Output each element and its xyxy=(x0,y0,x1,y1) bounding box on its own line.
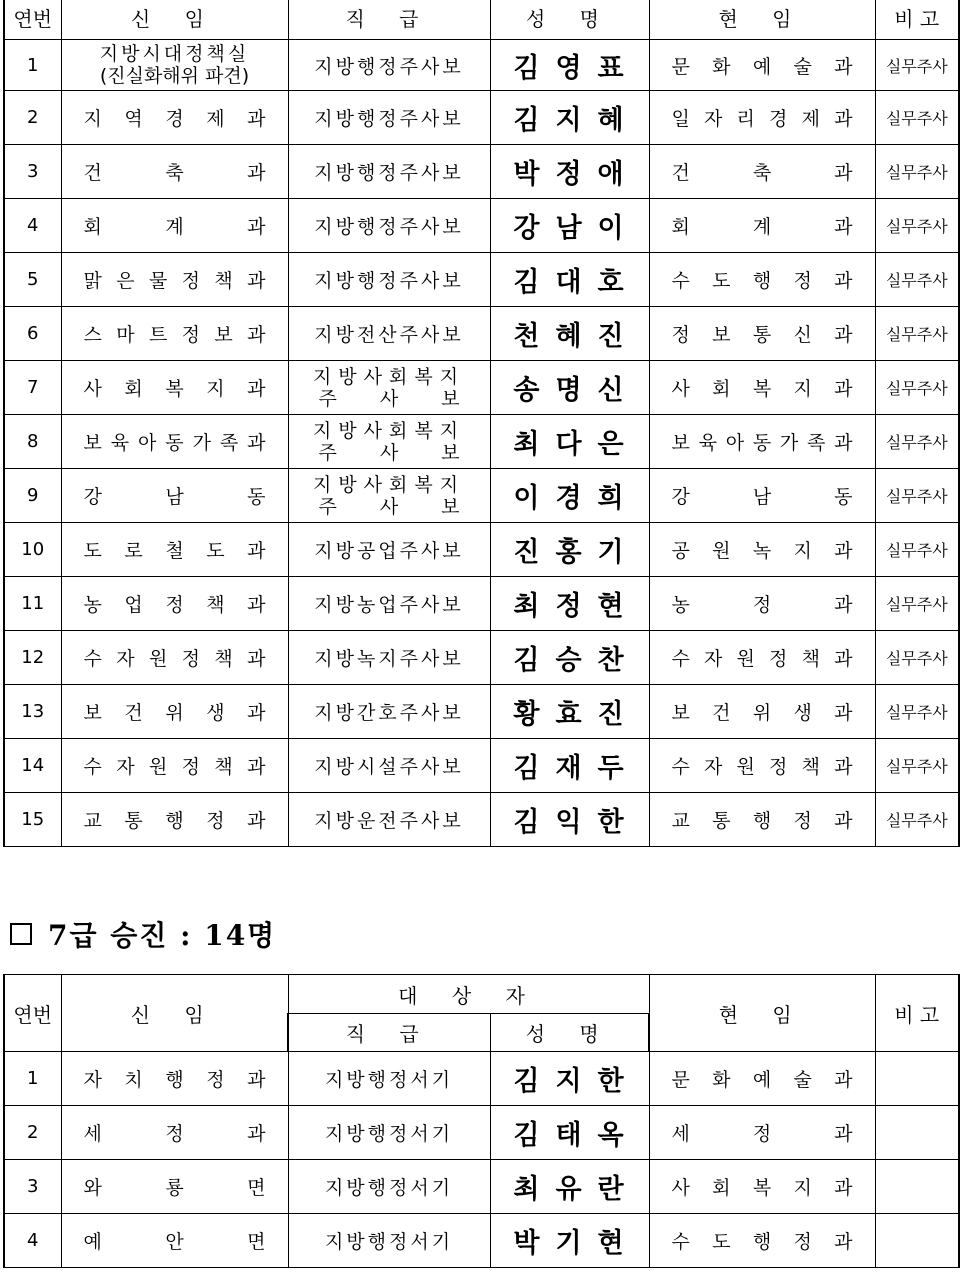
person-name: 김대호 xyxy=(490,253,649,307)
person-name: 김태옥 xyxy=(490,1106,649,1160)
new-post: 스 마 트 정 보 과 xyxy=(83,324,266,346)
table-row xyxy=(4,1160,959,1214)
new-post-cell xyxy=(61,91,288,145)
row-number: 11 xyxy=(4,577,61,631)
rank-cell: 지방공업주사보 xyxy=(288,523,490,577)
rank-cell: 지방시설주사보 xyxy=(288,739,490,793)
new-post-cell xyxy=(61,631,288,685)
current-post-cell xyxy=(649,91,875,145)
new-post: 수 자 원 정 책 과 xyxy=(83,648,266,670)
table-header-row xyxy=(4,975,959,1014)
header-rank: 직 급 xyxy=(288,0,490,40)
current-post: 정 보 통 신 과 xyxy=(671,324,853,346)
current-post: 문 화 예 술 과 xyxy=(671,55,853,78)
row-number: 5 xyxy=(4,253,61,307)
table-header-row xyxy=(4,0,959,40)
rank-cell xyxy=(288,469,490,523)
table-row xyxy=(4,415,959,469)
new-post-cell xyxy=(61,307,288,361)
current-post: 건 축 과 xyxy=(671,162,853,184)
remark: 실무주사 xyxy=(875,145,959,199)
rank-cell: 지방행정주사보 xyxy=(288,91,490,145)
rank-cell: 지방행정주사보 xyxy=(288,145,490,199)
rank-cell: 지방농업주사보 xyxy=(288,577,490,631)
new-post-cell xyxy=(61,1106,288,1160)
header-name: 성 명 xyxy=(490,0,649,40)
remark: 실무주사 xyxy=(875,361,959,415)
new-post-cell xyxy=(61,1052,288,1106)
person-name: 최다은 xyxy=(490,415,649,469)
new-post: 지 역 경 제 과 xyxy=(83,108,266,130)
current-post: 수 도 행 정 과 xyxy=(671,270,853,292)
new-post: 사 회 복 지 과 xyxy=(83,378,266,400)
new-post: 보 건 위 생 과 xyxy=(83,702,266,724)
table-row xyxy=(4,1106,959,1160)
row-number: 3 xyxy=(4,1160,61,1214)
table-row xyxy=(4,91,959,145)
section-title-text: 7급 승진 : 14명 xyxy=(48,919,277,952)
header-no: 연번 xyxy=(4,0,61,40)
remark: 실무주사 xyxy=(875,469,959,523)
remark: 실무주사 xyxy=(875,793,959,847)
new-post: 세 정 과 xyxy=(83,1123,266,1145)
current-post: 공 원 녹 지 과 xyxy=(671,540,853,562)
person-name: 김지혜 xyxy=(490,91,649,145)
current-post: 수 도 행 정 과 xyxy=(671,1231,853,1253)
table-row xyxy=(4,1214,959,1268)
row-number: 9 xyxy=(4,469,61,523)
person-name: 황효진 xyxy=(490,685,649,739)
person-name: 김지한 xyxy=(490,1052,649,1106)
new-post: 자 치 행 정 과 xyxy=(83,1069,266,1091)
new-post: 맑 은 물 정 책 과 xyxy=(83,270,266,292)
remark: 실무주사 xyxy=(875,253,959,307)
table-row xyxy=(4,469,959,523)
current-post: 농 정 과 xyxy=(671,594,853,616)
table-row xyxy=(4,1052,959,1106)
person-name: 박정애 xyxy=(490,145,649,199)
table-row xyxy=(4,631,959,685)
current-post-cell xyxy=(649,199,875,253)
current-post: 문 화 예 술 과 xyxy=(671,1069,853,1091)
current-post-cell xyxy=(649,1106,875,1160)
remark: 실무주사 xyxy=(875,415,959,469)
current-post-cell xyxy=(649,685,875,739)
remark xyxy=(875,1052,959,1106)
new-post-cell xyxy=(61,577,288,631)
rank-line2: 주 사 보 xyxy=(318,495,460,518)
row-number: 13 xyxy=(4,685,61,739)
current-post-cell xyxy=(649,253,875,307)
promotion-table-7th-grade xyxy=(3,974,960,1268)
person-name: 김재두 xyxy=(490,739,649,793)
row-number: 12 xyxy=(4,631,61,685)
new-post-cell xyxy=(61,145,288,199)
rank-cell xyxy=(288,415,490,469)
header-remark: 비 고 xyxy=(875,0,959,40)
table-row xyxy=(4,361,959,415)
current-post-cell xyxy=(649,631,875,685)
person-name: 김익한 xyxy=(490,793,649,847)
person-name: 천혜진 xyxy=(490,307,649,361)
current-post: 세 정 과 xyxy=(671,1123,853,1145)
current-post: 수 자 원 정 책 과 xyxy=(671,756,853,778)
rank-cell: 지방행정서기 xyxy=(288,1214,490,1268)
new-post-cell xyxy=(61,40,288,91)
person-name: 강남이 xyxy=(490,199,649,253)
new-post-cell xyxy=(61,685,288,739)
header-current-post: 현 임 xyxy=(649,0,875,40)
person-name: 송명신 xyxy=(490,361,649,415)
rank-cell: 지방간호주사보 xyxy=(288,685,490,739)
person-name: 이경희 xyxy=(490,469,649,523)
section-title xyxy=(10,914,276,954)
current-post-cell xyxy=(649,523,875,577)
current-post-cell xyxy=(649,145,875,199)
remark: 실무주사 xyxy=(875,307,959,361)
remark: 실무주사 xyxy=(875,199,959,253)
new-post-cell xyxy=(61,253,288,307)
current-post: 수 자 원 정 책 과 xyxy=(671,648,853,670)
row-number: 3 xyxy=(4,145,61,199)
person-name: 박기현 xyxy=(490,1214,649,1268)
row-number: 4 xyxy=(4,1214,61,1268)
rank-line2: 주 사 보 xyxy=(318,441,460,464)
current-post: 보 건 위 생 과 xyxy=(671,702,853,724)
remark: 실무주사 xyxy=(875,685,959,739)
person-name: 김승찬 xyxy=(490,631,649,685)
header-no: 연번 xyxy=(4,975,61,1052)
checkbox-square-icon xyxy=(10,923,32,945)
rank-cell: 지방전산주사보 xyxy=(288,307,490,361)
remark: 실무주사 xyxy=(875,739,959,793)
row-number: 7 xyxy=(4,361,61,415)
header-current-post: 현 임 xyxy=(649,975,875,1052)
current-post-cell xyxy=(649,739,875,793)
person-name: 진홍기 xyxy=(490,523,649,577)
table-row xyxy=(4,253,959,307)
person-name: 최유란 xyxy=(490,1160,649,1214)
rank-cell: 지방행정주사보 xyxy=(288,199,490,253)
new-post: 교 통 행 정 과 xyxy=(83,810,266,832)
header-remark: 비 고 xyxy=(875,975,959,1052)
current-post-cell xyxy=(649,793,875,847)
rank-cell: 지방행정서기 xyxy=(288,1052,490,1106)
rank-line2: 주 사 보 xyxy=(318,387,460,410)
current-post: 일 자 리 경 제 과 xyxy=(671,108,853,130)
table-row xyxy=(4,145,959,199)
row-number: 4 xyxy=(4,199,61,253)
header-rank: 직 급 xyxy=(288,1014,490,1052)
row-number: 2 xyxy=(4,91,61,145)
current-post-cell xyxy=(649,1052,875,1106)
new-post-cell xyxy=(61,793,288,847)
current-post: 강 남 동 xyxy=(671,486,853,508)
new-post-cell xyxy=(61,739,288,793)
table-row xyxy=(4,199,959,253)
new-post-cell xyxy=(61,469,288,523)
current-post-cell xyxy=(649,40,875,91)
rank-cell: 지방행정주사보 xyxy=(288,40,490,91)
new-post-note: (진실화해위 파견) xyxy=(99,65,250,87)
new-post: 와 룡 면 xyxy=(83,1177,266,1199)
promotion-table-6th-grade xyxy=(3,0,960,847)
new-post: 건 축 과 xyxy=(83,162,266,184)
new-post-cell xyxy=(61,361,288,415)
rank-cell: 지방운전주사보 xyxy=(288,793,490,847)
table-row xyxy=(4,523,959,577)
header-name: 성 명 xyxy=(490,1014,649,1052)
rank-cell: 지방행정주사보 xyxy=(288,253,490,307)
table-row xyxy=(4,577,959,631)
new-post: 강 남 동 xyxy=(83,486,266,508)
new-post: 지방시대정책실 xyxy=(99,43,250,65)
new-post-cell xyxy=(61,199,288,253)
header-target: 대 상 자 xyxy=(288,975,649,1014)
current-post: 교 통 행 정 과 xyxy=(671,810,853,832)
current-post-cell xyxy=(649,307,875,361)
row-number: 2 xyxy=(4,1106,61,1160)
row-number: 15 xyxy=(4,793,61,847)
row-number: 10 xyxy=(4,523,61,577)
row-number: 1 xyxy=(4,1052,61,1106)
rank: 지방사회복지 xyxy=(312,365,466,388)
new-post-cell xyxy=(61,523,288,577)
remark: 실무주사 xyxy=(875,523,959,577)
current-post-cell xyxy=(649,469,875,523)
header-new-post: 신 임 xyxy=(61,0,288,40)
current-post: 사 회 복 지 과 xyxy=(671,1177,853,1199)
table-row xyxy=(4,793,959,847)
rank-cell: 지방녹지주사보 xyxy=(288,631,490,685)
table-row xyxy=(4,685,959,739)
rank: 지방사회복지 xyxy=(312,419,466,442)
remark xyxy=(875,1106,959,1160)
new-post: 수 자 원 정 책 과 xyxy=(83,756,266,778)
new-post: 농 업 정 책 과 xyxy=(83,594,266,616)
rank-cell: 지방행정서기 xyxy=(288,1160,490,1214)
remark: 실무주사 xyxy=(875,40,959,91)
current-post: 보 육 아 동 가 족 과 xyxy=(671,432,853,454)
row-number: 6 xyxy=(4,307,61,361)
new-post: 예 안 면 xyxy=(83,1231,266,1253)
current-post-cell xyxy=(649,1160,875,1214)
remark xyxy=(875,1160,959,1214)
new-post-cell xyxy=(61,1160,288,1214)
remark: 실무주사 xyxy=(875,577,959,631)
rank-cell xyxy=(288,361,490,415)
remark: 실무주사 xyxy=(875,631,959,685)
person-name: 김영표 xyxy=(490,40,649,91)
new-post: 회 계 과 xyxy=(83,216,266,238)
current-post-cell xyxy=(649,415,875,469)
new-post-cell xyxy=(61,415,288,469)
table-row xyxy=(4,307,959,361)
new-post: 도 로 철 도 과 xyxy=(83,540,266,562)
remark: 실무주사 xyxy=(875,91,959,145)
table-row xyxy=(4,739,959,793)
table-row xyxy=(4,40,959,91)
current-post-cell xyxy=(649,361,875,415)
current-post: 회 계 과 xyxy=(671,216,853,238)
row-number: 14 xyxy=(4,739,61,793)
new-post: 보 육 아 동 가 족 과 xyxy=(83,432,266,454)
row-number: 1 xyxy=(4,40,61,91)
rank: 지방사회복지 xyxy=(312,473,466,496)
current-post-cell xyxy=(649,1214,875,1268)
row-number: 8 xyxy=(4,415,61,469)
new-post-cell xyxy=(61,1214,288,1268)
current-post: 사 회 복 지 과 xyxy=(671,378,853,400)
header-new-post: 신 임 xyxy=(61,975,288,1052)
person-name: 최정현 xyxy=(490,577,649,631)
current-post-cell xyxy=(649,577,875,631)
rank-cell: 지방행정서기 xyxy=(288,1106,490,1160)
remark xyxy=(875,1214,959,1268)
